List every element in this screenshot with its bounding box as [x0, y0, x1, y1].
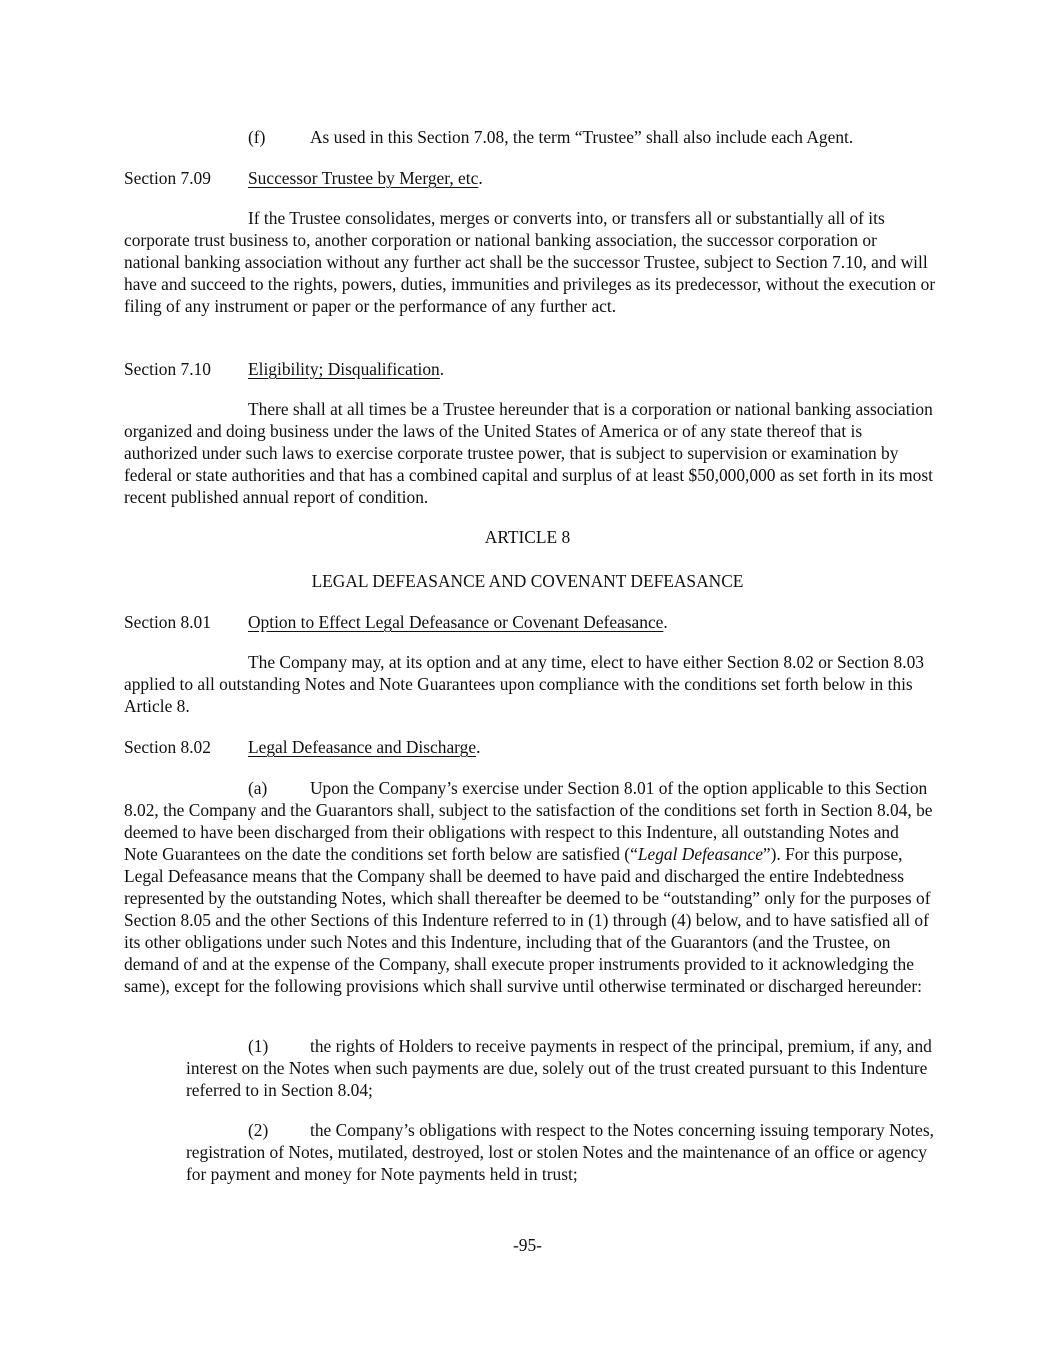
defined-term: Legal Defeasance	[637, 844, 763, 864]
list-item-label: (1)	[248, 1036, 269, 1056]
section-number: Section 8.01	[124, 612, 211, 632]
section-title: Option to Effect Legal Defeasance or Covenant Defeasance	[248, 612, 664, 632]
section-8-01-body: The Company may, at its option and at any time, elect to have either Section 8.02 or Section 8.03 applied to all outstanding Notes and Note Guarantees upon compliance with the conditions set forth below in this Article 8.	[124, 652, 924, 716]
section-title: Eligibility; Disqualification	[248, 359, 440, 379]
list-item-text: the Company’s obligations with respect to the Notes concerning issuing temporary Notes, registration of Notes, mutilated, destroyed, lost or stolen Notes and the maintenance of an office or agency for payment and money for Note payments held in trust;	[186, 1120, 935, 1184]
paragraph-a-label: (a)	[248, 778, 268, 798]
section-8-02-paragraph-a: (a) Upon the Company’s exercise under Section 8.01 of the option applicable to this Section 8.02, the Company and the Guarantors shall, subject to the satisfaction of the conditions set forth in Section 8.04, be deemed to have been discharged from their obligations with respect to this Indenture, all outstanding Notes and Note Guarantees on the date the conditions set forth below are satisfied (“Legal Defeasance”). For this purpose, Legal Defeasance means that the Company shall be deemed to have paid and discharged the entire Indebtedness represented by the outstanding Notes, which shall thereafter be deemed to be “outstanding” only for the purposes of Section 8.05 and the other Sections of this Indenture referred to in (1) through (4) below, and to have satisfied all of its other obligations under such Notes and this Indenture, including that of the Guarantors (and the Trustee, on demand of and at the expense of the Company, shall execute proper instruments provided to it acknowledging the same), except for the following provisions which shall survive until otherwise terminated or discharged hereunder:	[124, 778, 933, 996]
section-7-10-body: There shall at all times be a Trustee hereunder that is a corporation or national banking association organized and doing business under the laws of the United States of America or of any state thereof that is authorized under such laws to exercise corporate trustee power, that is subject to supervision or examination by federal or state authorities and that has a combined capital and surplus of at least $50,000,000 as set forth in its most recent published annual report of condition.	[124, 399, 933, 507]
section-7-09-heading: Section 7.09 Successor Trustee by Merger, etc.	[124, 168, 483, 188]
item-f	[248, 126, 853, 148]
section-number: Section 7.09	[124, 168, 211, 188]
section-number: Section 8.02	[124, 737, 211, 757]
list-item-2	[186, 1119, 936, 1185]
item-f-text: As used in this Section 7.08, the term “Trustee” shall also include each Agent.	[310, 127, 854, 147]
section-8-01-heading: Section 8.01 Option to Effect Legal Defeasance or Covenant Defeasance.	[124, 612, 668, 632]
article-title: LEGAL DEFEASANCE AND COVENANT DEFEASANCE	[311, 571, 744, 591]
article-heading: ARTICLE 8	[484, 527, 571, 547]
list-item-1	[186, 1035, 936, 1101]
list-item-text: the rights of Holders to receive payments in respect of the principal, premium, if any, and interest on the Notes when such payments are due, solely out of the trust created pursuant to this Indenture referred to in Section 8.04;	[186, 1036, 932, 1100]
item-f-label: (f)	[248, 127, 266, 147]
section-title: Successor Trustee by Merger, etc	[248, 168, 479, 188]
section-7-09-body: If the Trustee consolidates, merges or converts into, or transfers all or substantially all of its corporate trust business to, another corporation or national banking association, the successor corporation or national banking association without any further act shall be the successor Trustee, subject to Section 7.10, and will have and succeed to the rights, powers, duties, immunities and privileges as its predecessor, without the execution or filing of any instrument or paper or the performance of any further act.	[124, 208, 936, 316]
list-item-label: (2)	[248, 1120, 269, 1140]
section-number: Section 7.10	[124, 359, 211, 379]
section-7-10-heading: Section 7.10 Eligibility; Disqualification.	[124, 359, 445, 379]
section-8-02-heading: Section 8.02 Legal Defeasance and Discharge.	[124, 737, 481, 757]
section-title: Legal Defeasance and Discharge	[248, 737, 477, 757]
page-number: -95-	[513, 1235, 542, 1255]
